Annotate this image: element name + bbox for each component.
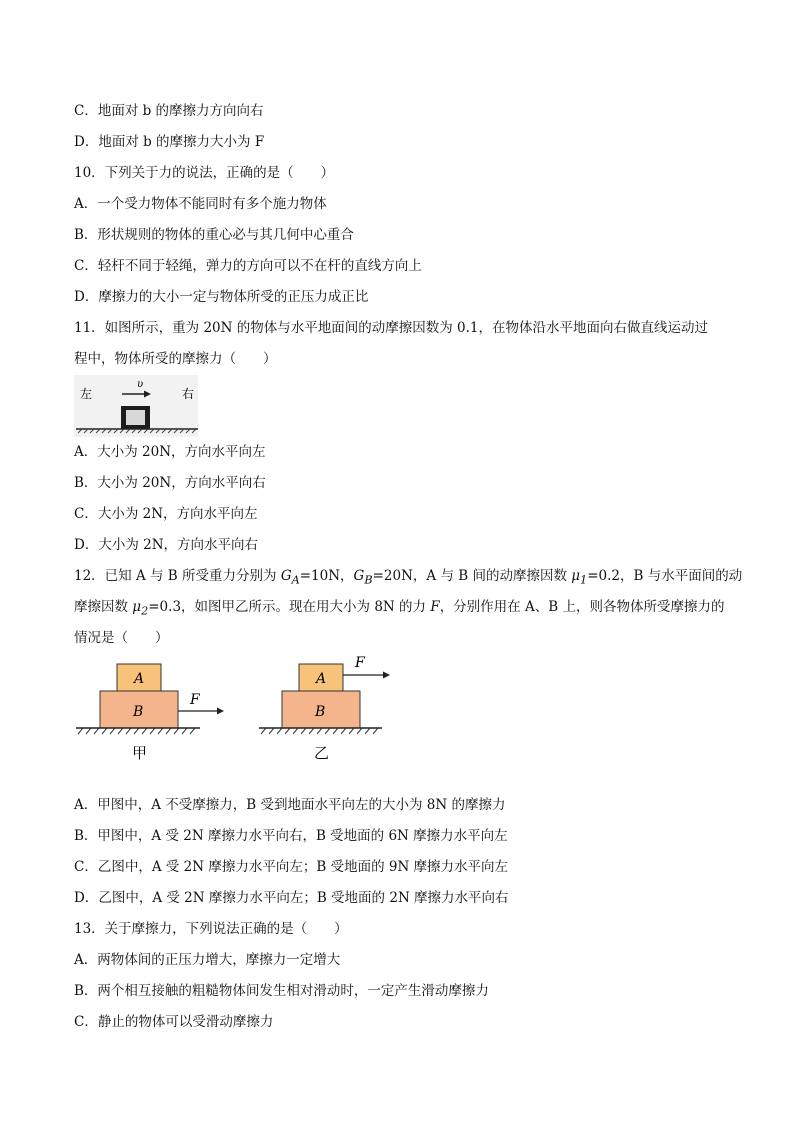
jia-force-label: F bbox=[190, 692, 200, 708]
q10-option-a: A．一个受力物体不能同时有多个施力物体 bbox=[74, 196, 327, 212]
jia-force-arrow-head bbox=[217, 708, 224, 715]
question-11-stem-line1: 11．如图所示，重为 20N 的物体与水平地面间的动摩擦因数为 0.1，在物体沿水平地面向右做直线运动过 bbox=[74, 320, 709, 336]
option-d-q9: D．地面对 b 的摩擦力大小为 F bbox=[74, 134, 265, 150]
q11-diagram bbox=[74, 375, 214, 437]
question-10-stem: 10．下列关于力的说法，正确的是（ ） bbox=[74, 165, 335, 181]
q13-option-a: A．两物体间的正压力增大，摩擦力一定增大 bbox=[74, 952, 341, 968]
question-12-stem-line3: 情况是（ ） bbox=[74, 630, 169, 646]
yi-block-a-label: A bbox=[316, 671, 327, 687]
jia-block-b-label: B bbox=[133, 704, 144, 720]
q11-option-c: C．大小为 2N，方向水平向左 bbox=[74, 506, 258, 522]
yi-force-label: F bbox=[355, 655, 365, 671]
yi-ground-hatching bbox=[261, 728, 378, 734]
q11-right-label: 右 bbox=[182, 387, 195, 401]
q10-option-d: D．摩擦力的大小一定与物体所受的正压力成正比 bbox=[74, 289, 369, 305]
q13-option-b: B．两个相互接触的粗糙物体间发生相对滑动时，一定产生滑动摩擦力 bbox=[74, 983, 489, 999]
document-page bbox=[74, 96, 743, 1038]
yi-block-b-label: B bbox=[315, 704, 326, 720]
q11-option-d: D．大小为 2N，方向水平向右 bbox=[74, 537, 259, 553]
q12-option-b: B．甲图中，A 受 2N 摩擦力水平向右，B 受地面的 6N 摩擦力水平向左 bbox=[74, 828, 508, 844]
q13-option-c: C．静止的物体可以受滑动摩擦力 bbox=[74, 1014, 274, 1030]
question-12-stem-line1: 12．已知 A 与 B 所受重力分别为 $G_A=10N$，$G_B=20N$，A 与 B 间的动摩擦因数 $\mu_1=0.2$，B 与水平面间的动 bbox=[74, 568, 743, 587]
caption-yi: 乙 bbox=[314, 744, 330, 762]
question-13-stem: 13．关于摩擦力，下列说法正确的是（ ） bbox=[74, 921, 348, 937]
caption-jia: 甲 bbox=[132, 744, 148, 762]
yi-force-arrow-head bbox=[383, 672, 390, 679]
q11-left-label: 左 bbox=[80, 387, 93, 401]
q11-option-a: A．大小为 20N，方向水平向左 bbox=[74, 444, 266, 460]
option-c-q9: C．地面对 b 的摩擦力方向向右 bbox=[74, 103, 264, 119]
q10-option-c: C．轻杆不同于轻绳，弹力的方向可以不在杆的直线方向上 bbox=[74, 258, 422, 274]
question-11-stem-line2: 程中，物体所受的摩擦力（ ） bbox=[74, 351, 277, 367]
q12-option-a: A．甲图中，A 不受摩擦力，B 受到地面水平向左的大小为 8N 的摩擦力 bbox=[74, 797, 506, 813]
jia-block-a-label: A bbox=[134, 671, 145, 687]
q10-option-b: B．形状规则的物体的重心必与其几何中心重合 bbox=[74, 227, 354, 243]
q11-option-b: B．大小为 20N，方向水平向右 bbox=[74, 475, 266, 491]
jia-ground-hatching bbox=[78, 728, 195, 734]
q12-option-d: D．乙图中，A 受 2N 摩擦力水平向左；B 受地面的 2N 摩擦力水平向右 bbox=[74, 890, 509, 906]
q11-velocity-label: υ bbox=[137, 379, 144, 390]
q12-diagram bbox=[74, 654, 394, 790]
q12-figure bbox=[74, 654, 734, 790]
q12-option-c: C．乙图中，A 受 2N 摩擦力水平向左；B 受地面的 9N 摩擦力水平向左 bbox=[74, 859, 509, 875]
q11-figure bbox=[74, 375, 734, 437]
q11-block-inner bbox=[126, 410, 145, 425]
question-12-stem-line2: 摩擦因数 $\mu_2=0.3$，如图甲乙所示。现在用大小为 8N 的力 F，分别作用在 A、B 上，则各物体所受摩擦力的 bbox=[74, 599, 725, 618]
